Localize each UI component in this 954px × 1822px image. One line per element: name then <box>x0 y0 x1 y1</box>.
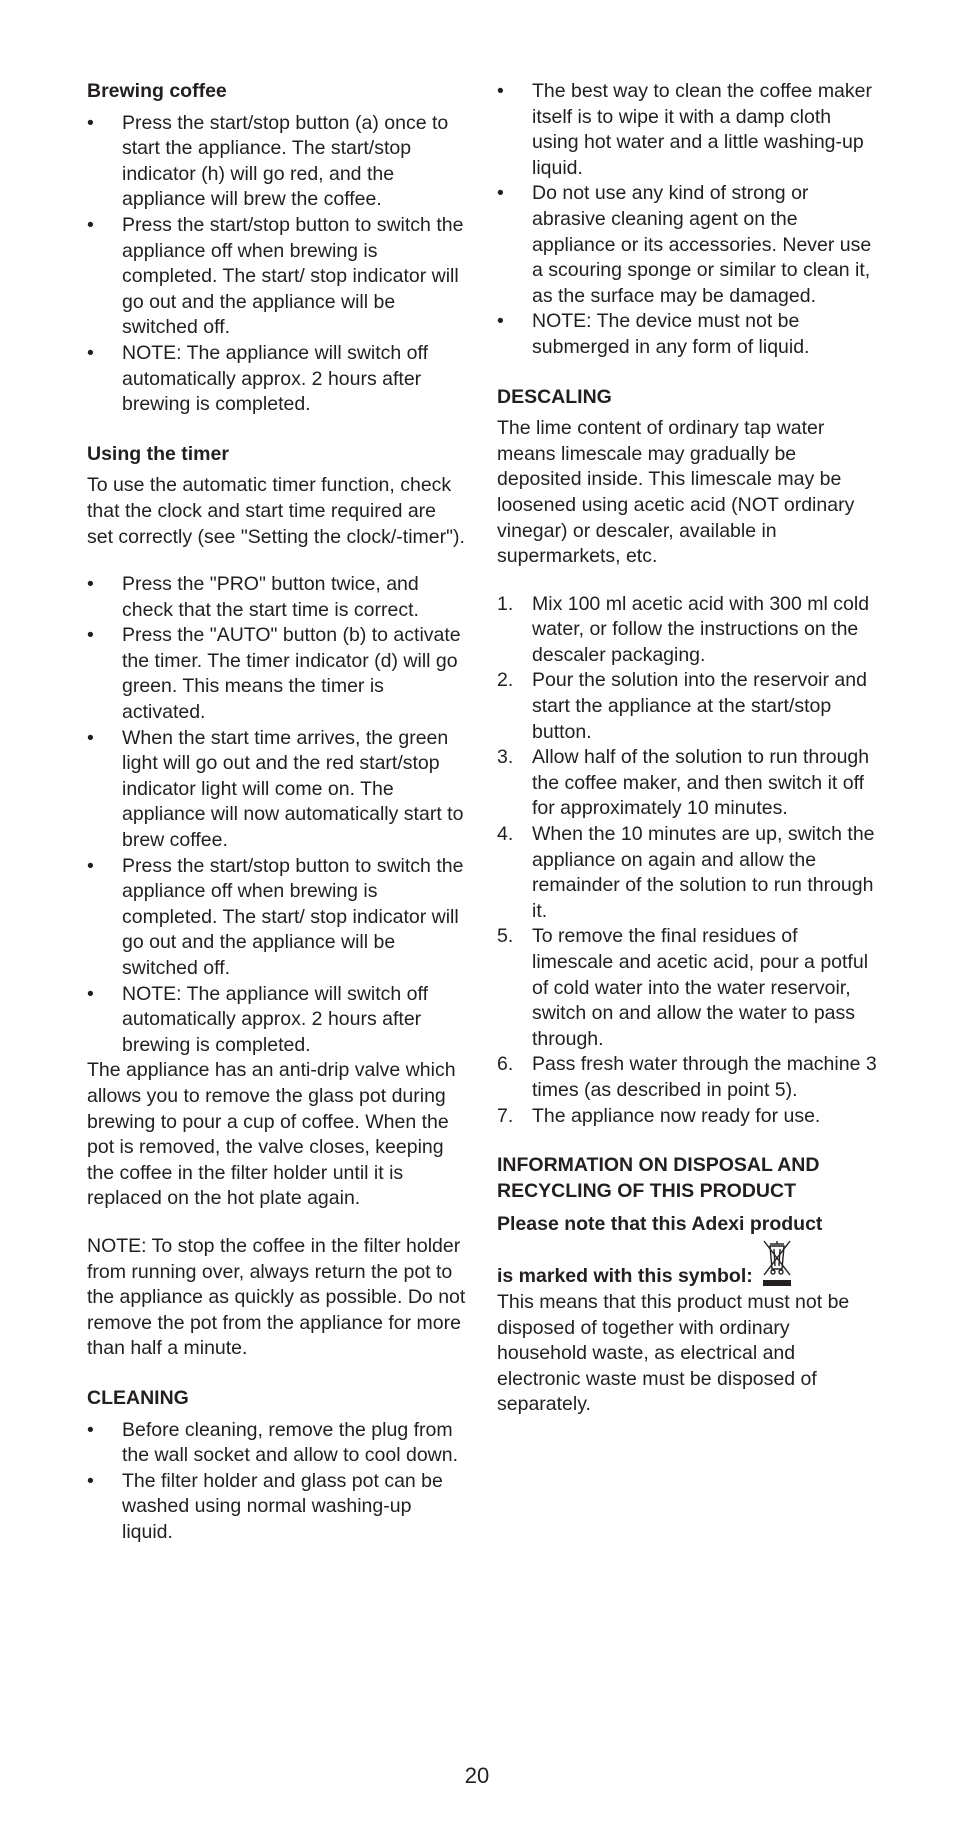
timer-note-paragraph: NOTE: To stop the coffee in the filter holder from running over, always return the pot to the appliance as quickly as possible. Do not remove the pot from the appliance for more than half a minute. <box>87 1234 466 1360</box>
bullet-mark: • <box>87 341 94 364</box>
right-column <box>497 79 877 1418</box>
step-number: 6. <box>497 1053 514 1076</box>
step-number: 5. <box>497 925 514 948</box>
descaling-heading: DESCALING <box>497 385 612 408</box>
list-item: • Do not use any kind of strong or abrasive cleaning agent on the appliance or its accessories. Never use a scouring sponge or similar to clean it, as the surface may be damaged. <box>497 182 872 307</box>
descaling-intro: The lime content of ordinary tap water means limescale may gradually be deposited inside. This limescale may be loosened using acetic acid (NOT ordinary vinegar) or descaler, available in supermarkets, etc. <box>497 417 855 568</box>
cleaning-heading: CLEANING <box>87 1386 189 1409</box>
bullet-mark: • <box>87 213 94 236</box>
step-item: 5. To remove the final residues of limescale and acetic acid, pour a potful of cold water into the water reservoir, switch on and allow the water to pass through. <box>497 925 869 1050</box>
disposal-notice-line2-row <box>497 1238 877 1290</box>
left-column <box>87 79 467 1545</box>
timer-list <box>87 572 467 1058</box>
bullet-mark: • <box>87 982 94 1005</box>
bullet-mark: • <box>87 573 94 596</box>
bullet-mark: • <box>87 854 94 877</box>
anti-drip-paragraph: The appliance has an anti-drip valve which allows you to remove the glass pot during brewing to pour a cup of coffee. When the pot is removed, the valve closes, keeping the coffee in the filter holder until it is replaced on the hot plate again. <box>87 1059 456 1210</box>
bullet-mark: • <box>87 111 94 134</box>
cleaning-list <box>87 1418 467 1546</box>
step-number: 2. <box>497 669 514 692</box>
list-item: • NOTE: The appliance will switch off automatically approx. 2 hours after brewing is completed. <box>87 982 428 1056</box>
bullet-mark: • <box>497 182 504 205</box>
list-item: • NOTE: The appliance will switch off automatically approx. 2 hours after brewing is completed. <box>87 341 428 416</box>
step-number: 7. <box>497 1104 514 1127</box>
disposal-heading: INFORMATION ON DISPOSAL AND RECYCLING OF THIS PRODUCT <box>497 1154 820 1202</box>
list-item: • The filter holder and glass pot can be washed using normal washing-up liquid. <box>87 1469 443 1543</box>
step-number: 1. <box>497 592 514 615</box>
list-item: • The best way to clean the coffee maker itself is to wipe it with a damp cloth using hot water and a little washing-up liquid. <box>497 80 872 179</box>
bullet-mark: • <box>87 1418 94 1441</box>
list-item: • NOTE: The device must not be submerged in any form of liquid. <box>497 310 810 358</box>
step-item: 2. Pour the solution into the reservoir and start the appliance at the start/stop button. <box>497 669 867 743</box>
brewing-list <box>87 111 467 418</box>
disposal-notice-line2: is marked with this symbol: <box>497 1265 753 1288</box>
list-item: • Press the "AUTO" button (b) to activate the timer. The timer indicator (d) will go green. This means the timer is activated. <box>87 624 461 724</box>
list-item: • When the start time arrives, the green light will go out and the red start/stop indicator light will come on. The appliance will now automatically start to brew coffee. <box>87 726 464 852</box>
bullet-mark: • <box>87 1469 94 1492</box>
descaling-steps <box>497 592 877 1129</box>
step-item: 3. Allow half of the solution to run through the coffee maker, and then switch it off for approximately 10 minutes. <box>497 746 870 820</box>
list-item: • Press the start/stop button (a) once to start the appliance. The start/stop indicator (h) will go red, and the appliance will brew the coffee. <box>87 111 449 211</box>
list-item: • Press the start/stop button to switch the appliance off when brewing is completed. The start/ stop indicator will go out and the appliance will be switched off. <box>87 213 464 339</box>
list-item: • Press the "PRO" button twice, and check that the start time is correct. <box>87 573 419 621</box>
cleaning-continued-list <box>497 79 877 361</box>
step-item: 7. The appliance now ready for use. <box>497 1104 877 1130</box>
step-item: 1. Mix 100 ml acetic acid with 300 ml cold water, or follow the instructions on the descaler packaging. <box>497 592 870 666</box>
timer-intro: To use the automatic timer function, check that the clock and start time required are set correctly (see "Setting the clock/-timer"). <box>87 474 465 548</box>
step-number: 3. <box>497 746 514 769</box>
disposal-notice-line1: Please note that this Adexi product <box>497 1213 823 1236</box>
bullet-mark: • <box>497 80 504 102</box>
crossed-out-wheelie-bin-icon <box>761 1238 793 1288</box>
brewing-heading: Brewing coffee <box>87 80 227 102</box>
page-number: 20 <box>464 1763 490 1788</box>
disposal-text: This means that this product must not be disposed of together with ordinary household waste, as electrical and electronic waste must be disposed of separately. <box>497 1290 850 1416</box>
bullet-mark: • <box>87 726 94 749</box>
list-item: • Press the start/stop button to switch the appliance off when brewing is completed. The start/ stop indicator will go out and the appliance will be switched off. <box>87 854 464 979</box>
list-item: • Before cleaning, remove the plug from the wall socket and allow to cool down. <box>87 1418 459 1467</box>
step-item: 6. Pass fresh water through the machine 3 times (as described in point 5). <box>497 1053 877 1101</box>
bullet-mark: • <box>497 310 504 333</box>
step-item: 4. When the 10 minutes are up, switch the appliance on again and allow the remainder of the solution to run through it. <box>497 823 875 922</box>
step-number: 4. <box>497 823 514 846</box>
bullet-mark: • <box>87 624 94 647</box>
timer-heading: Using the timer <box>87 442 229 465</box>
